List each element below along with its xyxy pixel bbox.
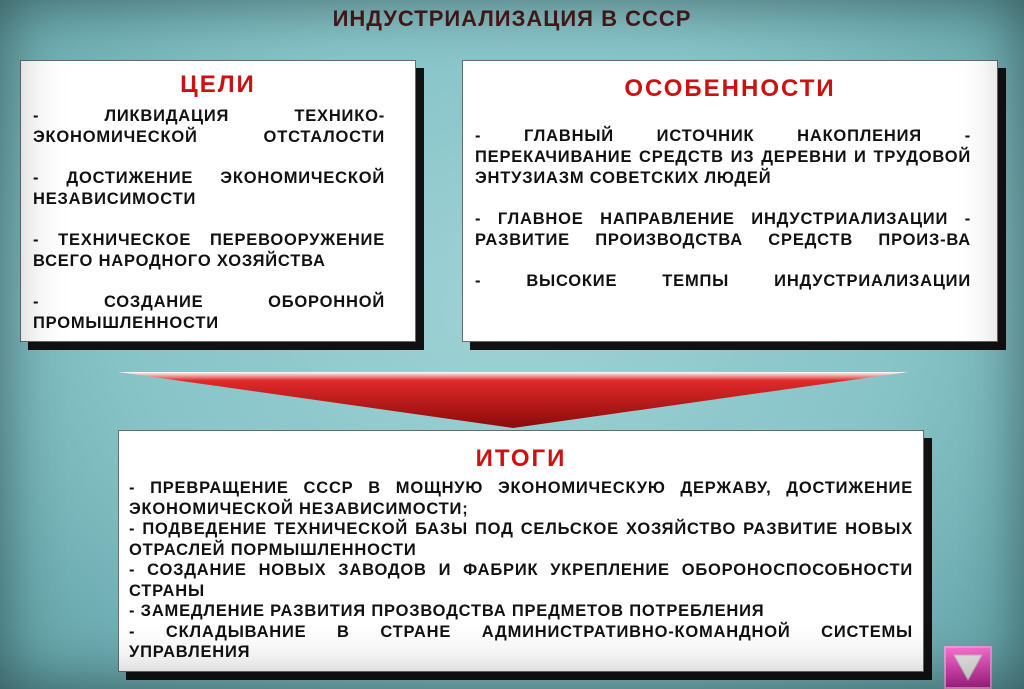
features-box bbox=[462, 60, 998, 342]
goals-box bbox=[20, 60, 416, 342]
triangle-down-icon bbox=[946, 648, 990, 687]
page-title: ИНДУСТРИАЛИЗАЦИЯ В СССР bbox=[332, 6, 692, 31]
results-box bbox=[118, 430, 924, 672]
next-slide-button[interactable] bbox=[944, 646, 992, 689]
goals-heading: ЦЕЛИ bbox=[180, 71, 256, 98]
results-item: - ПРЕВРАЩЕНИЕ СССР В МОЩНУЮ ЭКОНОМИЧЕСКУЮ ДЕРЖАВУ, ДОСТИЖЕНИЕ ЭКОНОМИЧЕСКОЙ НЕЗАВИСИМОСТИ; bbox=[129, 479, 913, 518]
goals-list bbox=[33, 106, 385, 334]
goals-item: - ДОСТИЖЕНИЕ ЭКОНОМИЧЕСКОЙ НЕЗАВИСИМОСТИ bbox=[33, 169, 385, 208]
features-heading: ОСОБЕННОСТИ bbox=[624, 75, 836, 102]
goals-item: - ТЕХНИЧЕСКОЕ ПЕРЕВООРУЖЕНИЕ ВСЕГО НАРОДНОГО ХОЗЯЙСТВА bbox=[33, 231, 385, 270]
features-item: - ВЫСОКИЕ ТЕМПЫ ИНДУСТРИАЛИЗАЦИИ bbox=[475, 272, 971, 290]
results-heading: ИТОГИ bbox=[475, 445, 567, 472]
down-arrow-icon bbox=[118, 368, 908, 430]
results-item: - СКЛАДЫВАНИЕ В СТРАНЕ АДМИНИСТРАТИВНО-КОМАНДНОЙ СИСТЕМЫ УПРАВЛЕНИЯ bbox=[129, 622, 913, 661]
features-list bbox=[475, 126, 971, 292]
results-list bbox=[129, 478, 913, 663]
results-item: - ЗАМЕДЛЕНИЕ РАЗВИТИЯ ПРОЗВОДСТВА ПРЕДМЕТОВ ПОТРЕБЛЕНИЯ bbox=[129, 602, 765, 620]
goals-item: - СОЗДАНИЕ ОБОРОННОЙ ПРОМЫШЛЕННОСТИ bbox=[33, 293, 385, 332]
goals-item: - ЛИКВИДАЦИЯ ТЕХНИКО-ЭКОНОМИЧЕСКОЙ ОТСТАЛОСТИ bbox=[33, 107, 385, 146]
results-item: - ПОДВЕДЕНИЕ ТЕХНИЧЕСКОЙ БАЗЫ ПОД СЕЛЬСКОЕ ХОЗЯЙСТВО РАЗВИТИЕ НОВЫХ ОТРАСЛЕЙ ПОРМЫШЛЕННОСТИ bbox=[129, 520, 913, 559]
features-item: - ГЛАВНЫЙ ИСТОЧНИК НАКОПЛЕНИЯ - ПЕРЕКАЧИВАНИЕ СРЕДСТВ ИЗ ДЕРЕВНИ И ТРУДОВОЙ ЭНТУЗИАЗМ СОВЕТСКИХ ЛЮДЕЙ bbox=[475, 127, 971, 187]
features-item: - ГЛАВНОЕ НАПРАВЛЕНИЕ ИНДУСТРИАЛИЗАЦИИ - РАЗВИТИЕ ПРОИЗВОДСТВА СРЕДСТВ ПРОИЗ-ВА bbox=[475, 210, 971, 249]
results-item: - СОЗДАНИЕ НОВЫХ ЗАВОДОВ И ФАБРИК УКРЕПЛЕНИЕ ОБОРОНОСПОСОБНОСТИ СТРАНЫ bbox=[129, 561, 913, 600]
